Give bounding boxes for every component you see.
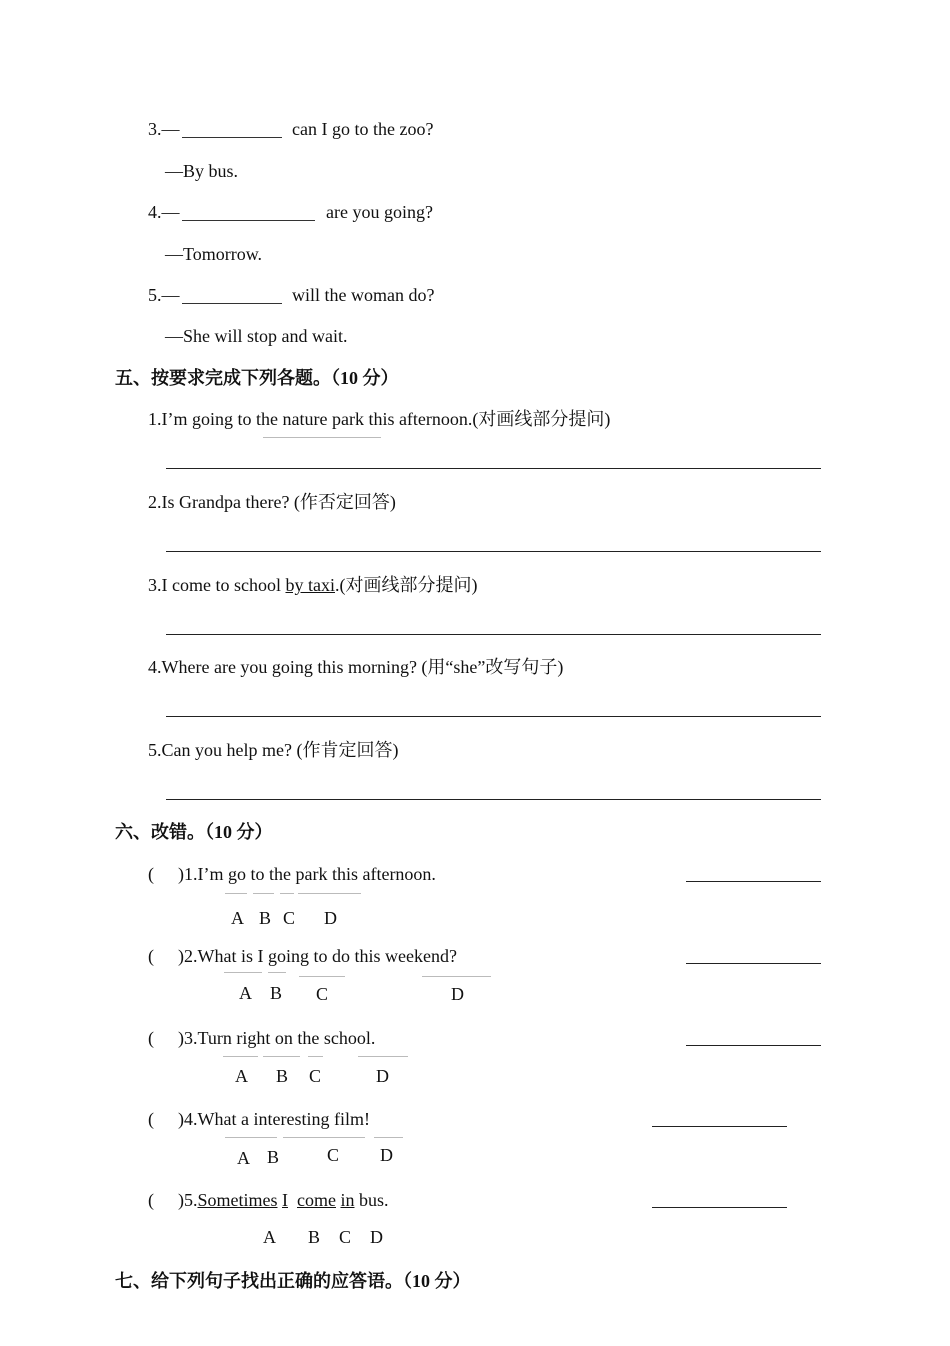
s5-answer-line-2[interactable]: [166, 551, 821, 552]
s6-item5-label-a: A: [263, 1227, 276, 1247]
q4-text: are you going?: [326, 202, 433, 222]
s6-paren-2: (: [148, 946, 154, 966]
s6-item1-underline-d: [298, 893, 361, 894]
s5-item1-underline: [263, 437, 381, 438]
q5-blank[interactable]: [182, 303, 282, 304]
q5-answer: —She will stop and wait.: [165, 326, 348, 346]
s6-item5: )5.Sometimes I come in bus.: [178, 1190, 389, 1210]
s6-correction-line-1[interactable]: [686, 881, 821, 882]
s6-correction-line-5[interactable]: [652, 1207, 787, 1208]
s6-item2-label-c: C: [316, 984, 329, 1004]
s6-item1-underline-c: [280, 893, 294, 894]
s6-item2-underline-c: [299, 976, 345, 977]
q5-prefix: 5.—: [148, 285, 180, 305]
s6-item2-label-a: A: [239, 983, 252, 1003]
s6-paren-1: (: [148, 864, 154, 884]
s6-item3-underline-d: [358, 1056, 408, 1057]
s6-paren-4: (: [148, 1109, 154, 1129]
section6-heading: 六、改错。（10 分）: [115, 822, 273, 842]
s6-item2-underline-d: [422, 976, 491, 977]
s6-item5-label-d: D: [370, 1227, 383, 1247]
section7-heading: 七、给下列句子找出正确的应答语。（10 分）: [115, 1271, 471, 1291]
s5-answer-line-5[interactable]: [166, 799, 821, 800]
s6-item2-underline-a: [224, 972, 262, 973]
s6-item4-label-a: A: [237, 1148, 250, 1168]
s6-item5-label-b: B: [308, 1227, 321, 1247]
q3-blank[interactable]: [182, 137, 282, 138]
s5-item4: 4.Where are you going this morning? (用“she”改写句子): [148, 657, 564, 677]
s6-item2-underline-b: [268, 972, 286, 973]
s6-item1-label-a: A: [231, 908, 244, 928]
q4-prefix: 4.—: [148, 202, 180, 222]
s6-item4-underline-c: [283, 1137, 365, 1138]
s6-item3-label-d: D: [376, 1066, 389, 1086]
s5-answer-line-1[interactable]: [166, 468, 821, 469]
s6-item5-label-c: C: [339, 1227, 352, 1247]
s6-item1-underline-a: [225, 893, 247, 894]
s6-item2-label-d: D: [451, 984, 464, 1004]
s6-correction-line-4[interactable]: [652, 1126, 787, 1127]
s5-item3: 3.I come to school by taxi.(对画线部分提问): [148, 575, 478, 595]
q3-text: can I go to the zoo?: [292, 119, 434, 139]
s6-item3: )3.Turn right on the school.: [178, 1028, 376, 1048]
s6-item4-underline-d: [374, 1137, 403, 1138]
s6-item4: )4.What a interesting film!: [178, 1109, 370, 1129]
s5-item5: 5.Can you help me? (作肯定回答): [148, 740, 399, 760]
s5-answer-line-3[interactable]: [166, 634, 821, 635]
s6-item3-underline-a: [223, 1056, 258, 1057]
s6-paren-3: (: [148, 1028, 154, 1048]
s6-item4-label-b: B: [267, 1147, 280, 1167]
s5-item2: 2.Is Grandpa there? (作否定回答): [148, 492, 396, 512]
q4-blank[interactable]: [182, 220, 315, 221]
s6-item3-label-c: C: [309, 1066, 322, 1086]
s6-paren-5: (: [148, 1190, 154, 1210]
q5-text: will the woman do?: [292, 285, 435, 305]
q3-answer: —By bus.: [165, 161, 239, 181]
section5-heading: 五、按要求完成下列各题。（10 分）: [115, 368, 399, 388]
s6-item1-label-c: C: [283, 908, 296, 928]
s6-item4-underline-a: [225, 1137, 277, 1138]
s6-item3-underline-c: [308, 1056, 323, 1057]
s5-item1: 1.I’m going to the nature park this afternoon.(对画线部分提问): [148, 409, 611, 429]
s6-item4-label-c: C: [327, 1145, 340, 1165]
s6-item1-label-d: D: [324, 908, 337, 928]
s6-item2-label-b: B: [270, 983, 283, 1003]
s5-item3-underlined: by taxi: [285, 575, 335, 595]
s6-correction-line-2[interactable]: [686, 963, 821, 964]
q4-answer: —Tomorrow.: [165, 244, 263, 264]
s6-item3-underline-b: [263, 1056, 300, 1057]
s6-item4-label-d: D: [380, 1145, 393, 1165]
s6-correction-line-3[interactable]: [686, 1045, 821, 1046]
s6-item2: )2.What is I going to do this weekend?: [178, 946, 457, 966]
s5-answer-line-4[interactable]: [166, 716, 821, 717]
s6-item1-underline-b: [253, 893, 274, 894]
s6-item1: )1.I’m go to the park this afternoon.: [178, 864, 436, 884]
s6-item1-label-b: B: [259, 908, 272, 928]
s6-item3-label-a: A: [235, 1066, 248, 1086]
q3-prefix: 3.—: [148, 119, 180, 139]
s6-item3-label-b: B: [276, 1066, 289, 1086]
